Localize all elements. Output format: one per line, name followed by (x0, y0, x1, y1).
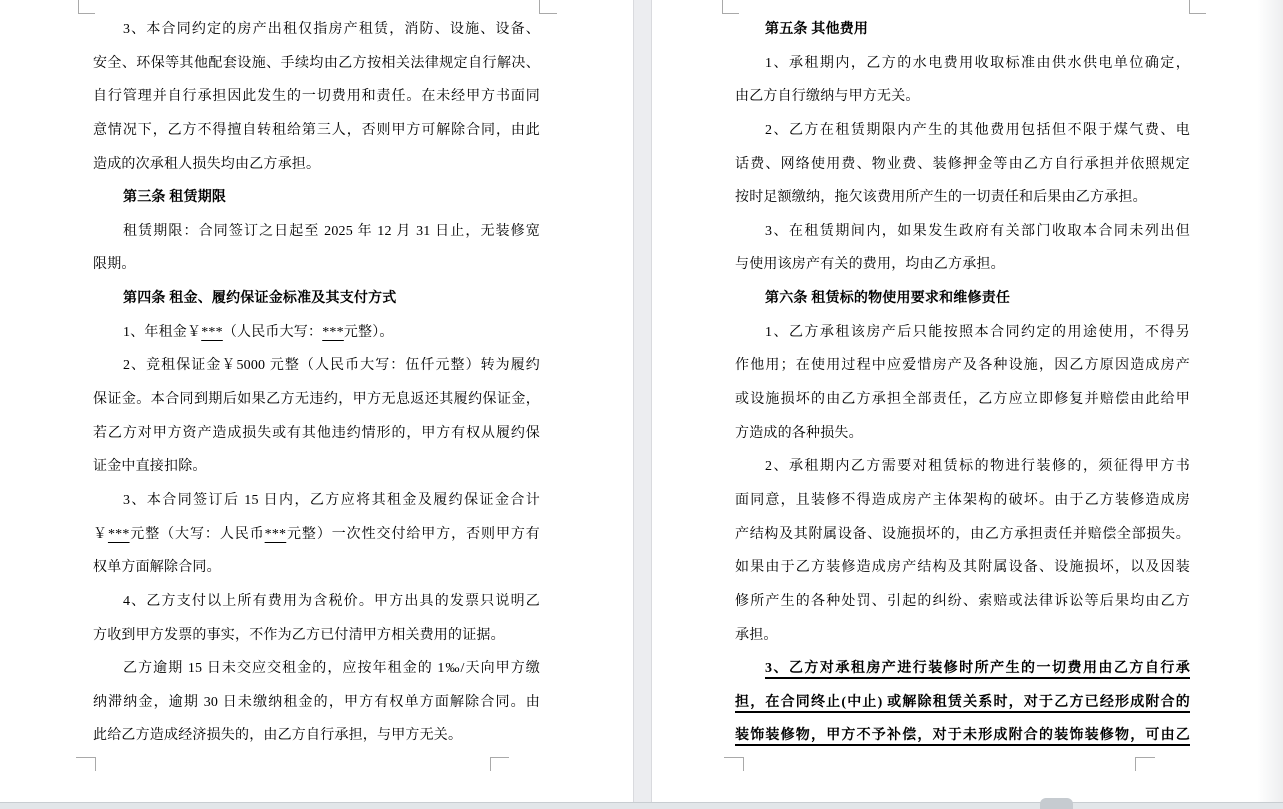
text-line: ￥***元整（大写：人民币***元整）一次性交付给甲方，否则甲方有 (93, 526, 540, 542)
text-line: 权单方面解除合同。 (93, 560, 221, 576)
blank-placeholder: *** (264, 526, 287, 542)
text-line: 如果由于乙方装修造成房产结构及其附属设备、设施损坏，以及因装 (735, 560, 1190, 576)
text-line: 方收到甲方发票的事实，不作为乙方已付清甲方相关费用的证据。 (93, 627, 505, 643)
text-line: 3、乙方对承租房产进行装修时所产生的一切费用由乙方自行承 (765, 661, 1190, 677)
text-line: 此给乙方造成经济损失的，由乙方自行承担，与甲方无关。 (93, 728, 463, 744)
text-line: 意情况下，乙方不得擅自转租给第三人，否则甲方可解除合同，由此 (93, 122, 540, 138)
text-line: 第四条 租金、履约保证金标准及其支付方式 (123, 291, 397, 307)
text-line: 若乙方对甲方资产造成损失或有其他违约情形的，甲方有权从履约保 (93, 425, 540, 441)
text-boundary-mark-page1-top-right (539, 0, 557, 14)
text-line: 限期。 (93, 257, 136, 273)
text-line: 乙方逾期 15 日未交应交租金的，应按年租金的 1‰/天向甲方缴 (123, 661, 540, 677)
page-1-text[interactable] (93, 13, 540, 753)
text-boundary-mark-page2-top-right (1189, 0, 1206, 14)
text-line: 第六条 租赁标的物使用要求和维修责任 (765, 291, 1011, 307)
text-line: 或设施损坏的由乙方承担全部责任，乙方应立即修复并赔偿由此给甲 (735, 392, 1190, 408)
horizontal-scrollbar[interactable] (0, 802, 1283, 809)
text-line: 面同意，且装修不得造成房产主体架构的破坏。由于乙方装修造成房 (735, 492, 1190, 508)
text-line: 作他用；在使用过程中应爱惜房产及各种设施，因乙方原因造成房产 (735, 358, 1190, 374)
text-line: 方造成的各种损失。 (735, 425, 863, 441)
text-line: 1、乙方承租该房产后只能按照本合同约定的用途使用，不得另 (765, 324, 1190, 340)
text-line: 与使用该房产有关的费用，均由乙方承担。 (735, 257, 1005, 273)
blank-placeholder: *** (107, 526, 130, 542)
text-line: 自行管理并自行承担因此发生的一切费用和责任。在未经甲方书面同 (93, 89, 540, 105)
text-line: 租赁期限：合同签订之日起至 2025 年 12 月 31 日止，无装修宽 (123, 223, 540, 239)
blank-placeholder: *** (201, 324, 223, 340)
text-line: 3、本合同签订后 15 日内，乙方应将其租金及履约保证金合计 (123, 492, 540, 508)
text-line: 话费、网络使用费、物业费、装修押金等由乙方自行承担并依照规定 (735, 156, 1190, 172)
text-line: 承担。 (735, 627, 778, 643)
text-line: 证金中直接扣除。 (93, 459, 207, 475)
text-boundary-mark-page2-top-left (722, 0, 739, 14)
text-line: 第五条 其他费用 (765, 22, 869, 37)
text-boundary-mark-page2-bottom-right (1135, 757, 1155, 771)
text-line: 安全、环保等其他配套设施、手续均由乙方按相关法律规定自行解决、 (93, 55, 540, 71)
page-gap (633, 0, 652, 802)
blank-placeholder: *** (322, 324, 344, 340)
text-line: 造成的次承租人损失均由乙方承担。 (93, 156, 321, 172)
text-line: 由乙方自行缴纳与甲方无关。 (735, 89, 920, 105)
text-line: 产结构及其附属设备、设施损坏的，由乙方承担责任并赔偿全部损失。 (735, 526, 1190, 542)
text-line: 1、年租金￥***（人民币大写：***元整）。 (123, 324, 394, 340)
text-line: 2、竞租保证金￥5000 元整（人民币大写：伍仟元整）转为履约 (123, 358, 540, 374)
text-line: 1、承租期内，乙方的水电费用收取标准由供水供电单位确定， (765, 55, 1190, 71)
text-line: 装饰装修物，甲方不予补偿，对于未形成附合的装饰装修物，可由乙 (735, 728, 1190, 744)
text-line: 第三条 租赁期限 (123, 190, 227, 206)
text-line: 修所产生的各种处罚、引起的纠纷、索赔或法律诉讼等后果均由乙方 (735, 593, 1190, 609)
text-line: 按时足额缴纳，拖欠该费用所产生的一切责任和后果由乙方承担。 (735, 190, 1147, 206)
horizontal-scrollbar-thumb[interactable] (1040, 798, 1073, 809)
text-line: 担，在合同终止(中止) 或解除租赁关系时，对于乙方已经形成附合的 (735, 694, 1190, 710)
text-line: 纳滞纳金，逾期 30 日未缴纳租金的，甲方有权单方面解除合同。由 (93, 694, 540, 710)
text-line: 3、本合同约定的房产出租仅指房产租赁，消防、设施、设备、 (123, 22, 540, 37)
text-boundary-mark-page1-bottom-left (76, 757, 96, 771)
text-line: 2、承租期内乙方需要对租赁标的物进行装修的，须征得甲方书 (765, 459, 1190, 475)
page-2-text[interactable] (735, 13, 1190, 753)
text-line: 3、在租赁期间内，如果发生政府有关部门收取本合同未列出但 (765, 223, 1190, 239)
text-line: 保证金。本合同到期后如果乙方无违约，甲方无息返还其履约保证金， (93, 392, 540, 408)
text-boundary-mark-page2-bottom-left (724, 757, 744, 771)
text-boundary-mark-page1-top-left (78, 0, 95, 14)
text-line: 4、乙方支付以上所有费用为含税价。甲方出具的发票只说明乙 (123, 593, 540, 609)
text-boundary-mark-page1-bottom-right (490, 757, 509, 771)
text-line: 2、乙方在租赁期限内产生的其他费用包括但不限于煤气费、电 (765, 122, 1190, 138)
